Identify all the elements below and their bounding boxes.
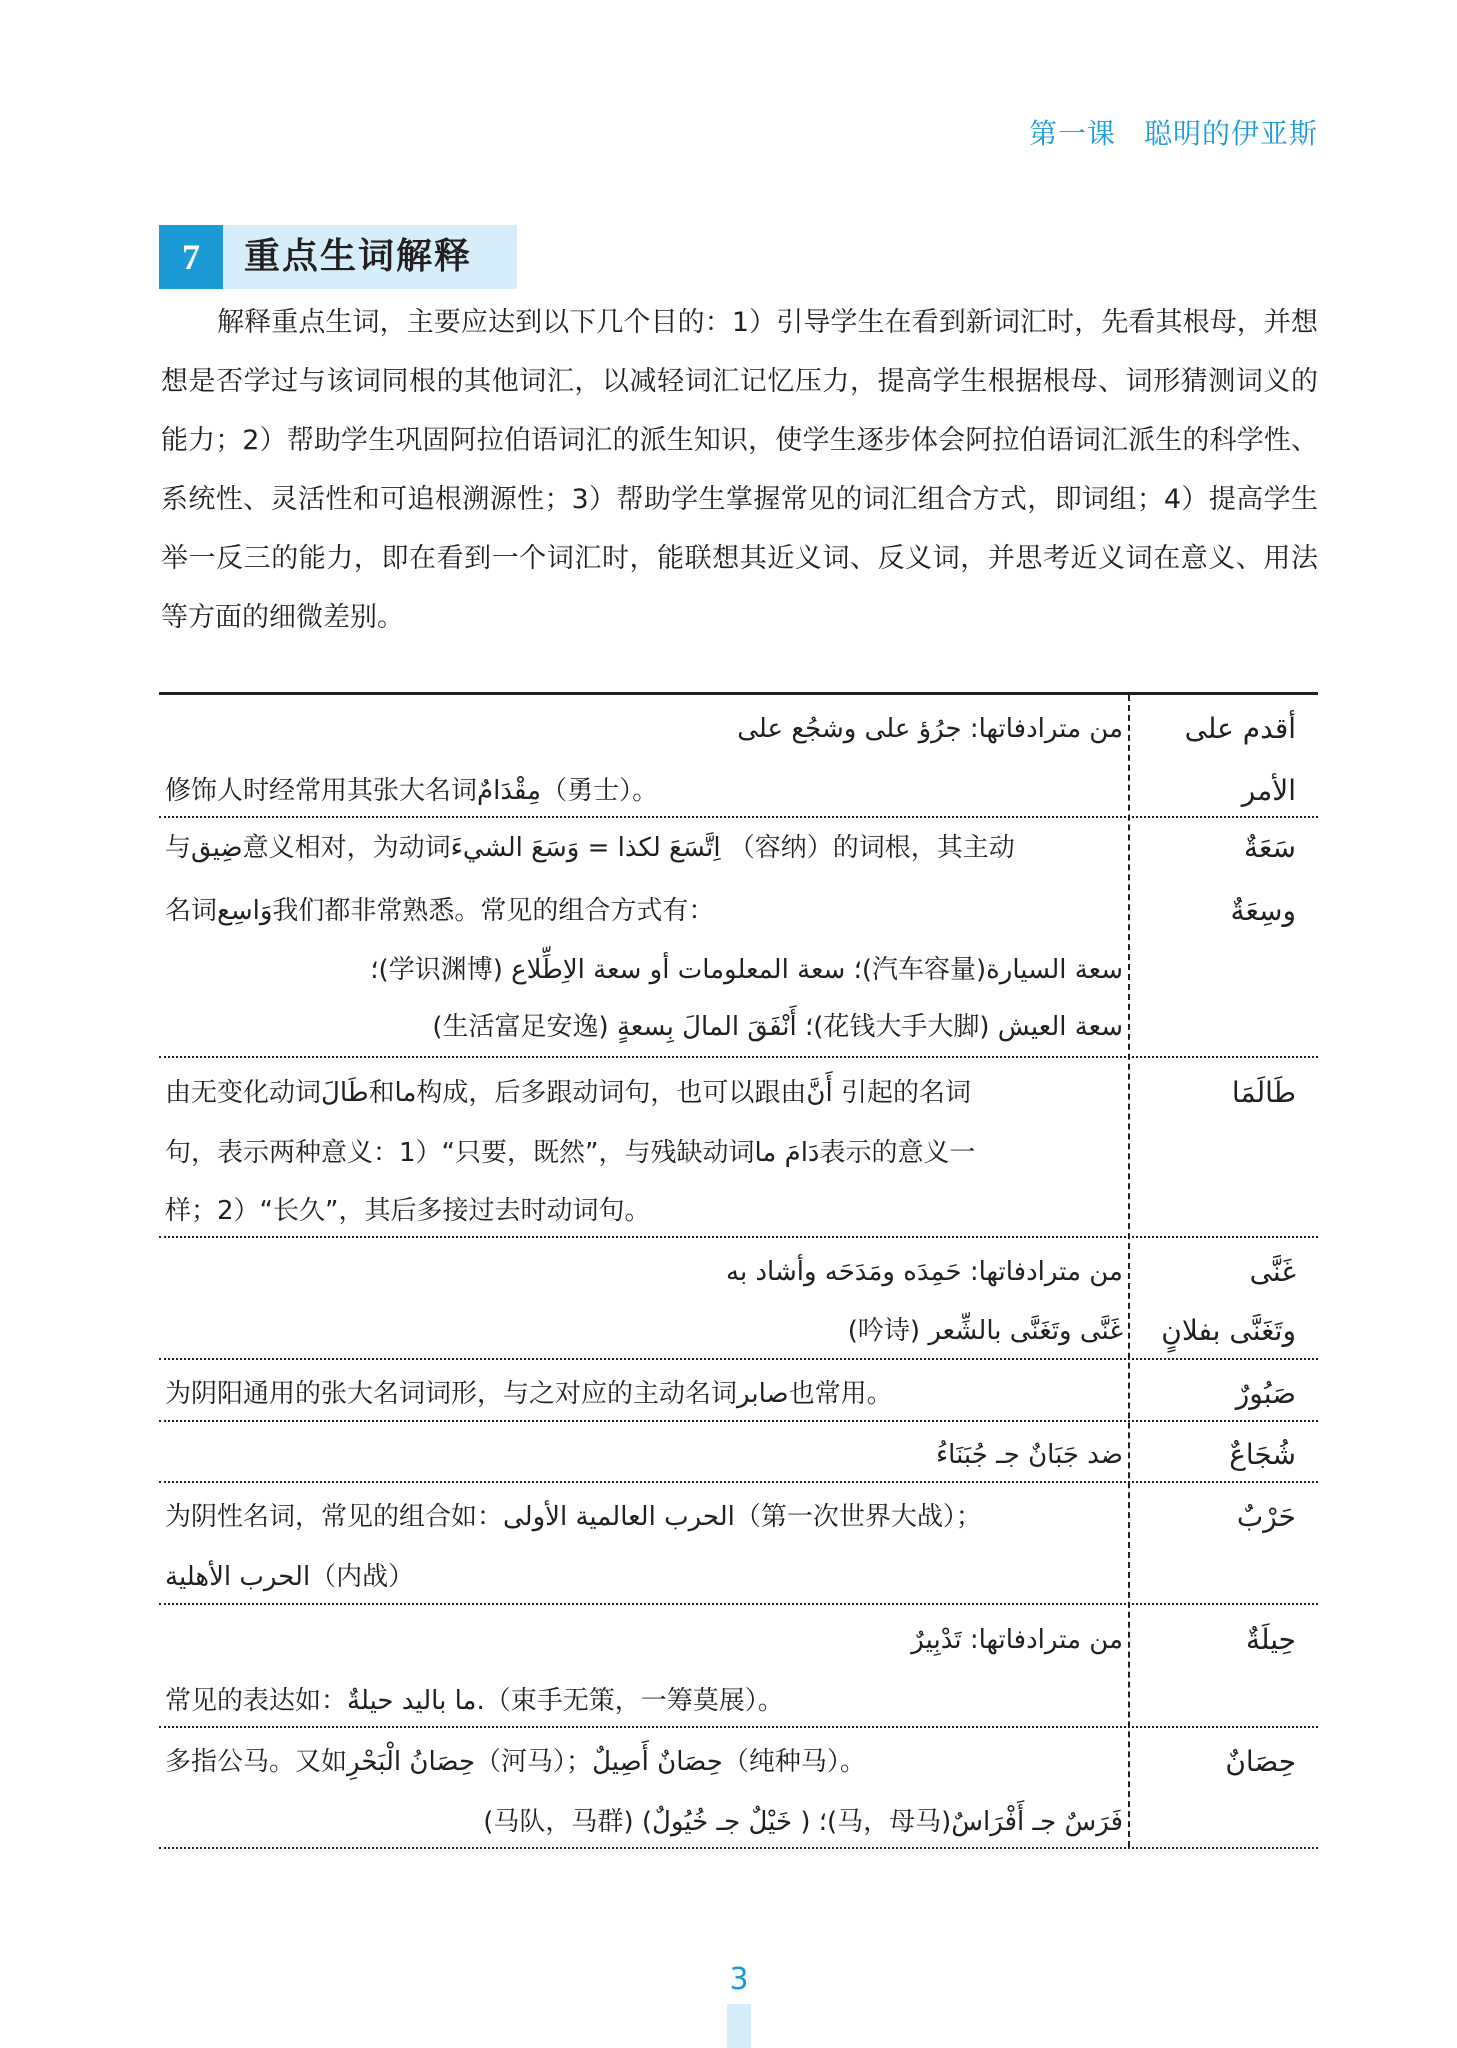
- headword: الأمر: [1241, 774, 1296, 807]
- column-divider: [1128, 695, 1130, 1847]
- explanation-line: غَنَّى وتَغَنَّى بالشِّعر (吟诗): [847, 1316, 1123, 1346]
- row-separator: [159, 1481, 1318, 1483]
- headword: وتَغَنَّى بفلانٍ: [1161, 1314, 1296, 1347]
- page-number: 3: [729, 1962, 749, 1997]
- row-separator: [159, 1603, 1318, 1605]
- row-separator: [159, 1726, 1318, 1728]
- explanation-line: 修饰人时经常用其张大名词مِقْدَامٌ（勇士）。: [165, 776, 659, 806]
- headword: طَالَمَا: [1231, 1076, 1296, 1109]
- headword: صَبُورٌ: [1235, 1377, 1296, 1410]
- explanation-line: 名词وَاسِع我们都非常熟悉。常见的组合方式有：: [165, 896, 715, 926]
- explanation-line: 句，表示两种意义：1）“只要，既然”，与残缺动词دَامَ ما表示的意义一: [165, 1138, 976, 1168]
- explanation-line: ضد جَبَانٌ جـ جُبَنَاءُ: [935, 1440, 1123, 1470]
- explanation-line: من مترادفاتها: تَدْبِيرٌ: [911, 1625, 1123, 1655]
- explanation-line: فَرَسٌ جـ أَفْرَاسٌ(马，母马)؛ ( خَيْلٌ جـ خُيُولٌ) (马队，马群): [483, 1807, 1123, 1837]
- explanation-line: 样；2）“长久”，其后多接过去时动词句。: [165, 1196, 651, 1226]
- row-separator: [159, 1056, 1318, 1058]
- explanation-line: 为阴阳通用的张大名词词形，与之对应的主动名词صابر也常用。: [165, 1379, 893, 1409]
- headword: وسِعَةٌ: [1230, 894, 1296, 927]
- headword: حِصَانٌ: [1225, 1745, 1296, 1778]
- row-separator: [159, 1358, 1318, 1360]
- headword: أقدم على: [1184, 712, 1296, 745]
- running-header: [1029, 112, 1318, 152]
- intro-text: 解释重点生词，主要应达到以下几个目的：1）引导学生在看到新词汇时，先看其根母，并想想是否学过与该词同根的其他词汇，以减轻词汇记忆压力，提高学生根据根母、词形猜测词义的能力；2）帮助学生巩固阿拉伯语词汇的派生知识，使学生逐步体会阿拉伯语词汇派生的科学性、系统性、灵活性和可追根溯源性；3）帮助学生掌握常见的词汇组合方式，即词组；4）提高学生举一反三的能力，即在看到一个词汇时，能联想其近义词、反义词，并思考近义词在意义、用法等方面的细微差别。: [161, 307, 1318, 633]
- row-separator: [159, 1420, 1318, 1422]
- section-number: 7: [159, 225, 223, 289]
- explanation-line: 由无变化动词طَالَ和ما构成，后多跟动词句，也可以跟由أَنَّ 引起的名词: [165, 1078, 972, 1108]
- row-separator: [159, 816, 1318, 818]
- headword: حَرْبٌ: [1236, 1500, 1296, 1533]
- headword: غَنَّى: [1249, 1255, 1296, 1288]
- explanation-line: 与ضِيق意义相对，为动词اِتَّسَعَ لكذا = وَسَعَ الشيءَ （容纳）的词根，其主动: [165, 833, 1015, 863]
- row-separator: [159, 1847, 1318, 1849]
- explanation-line: 多指公马。又如حِصَانُ الْبَحْرِ（河马）；حِصَانٌ أَصِيلٌ（纯种马）。: [165, 1747, 866, 1777]
- page-tab-decoration: [727, 2004, 751, 2048]
- explanation-line: 常见的表达如：ما باليد حيلةٌ.（束手无策，一筹莫展）。: [165, 1686, 784, 1716]
- lesson-label: 第一课: [1028, 117, 1116, 150]
- intro-paragraph: [161, 293, 1318, 647]
- table-top-rule: [159, 692, 1318, 695]
- section-heading: [159, 225, 517, 289]
- explanation-line: الحرب الأهلية（内战）: [165, 1562, 415, 1592]
- lesson-title: 聪明的伊亚斯: [1143, 117, 1318, 150]
- headword: سَعَةٌ: [1244, 831, 1296, 864]
- headword: شُجَاعٌ: [1229, 1438, 1296, 1471]
- row-separator: [159, 1236, 1318, 1238]
- explanation-line: سعة العيش (花钱大手大脚)؛ أَنْفَقَ المالَ بِسعةٍ (生活富足安逸): [432, 1012, 1123, 1042]
- explanation-line: من مترادفاتها: حَمِدَه ومَدَحَه وأشاد به: [726, 1257, 1123, 1287]
- section-title: 重点生词解释: [244, 236, 473, 277]
- explanation-line: من مترادفاتها: جرُؤ على وشجُع على: [737, 714, 1123, 744]
- headword: حِيلَةٌ: [1245, 1623, 1296, 1656]
- explanation-line: 为阴性名词，常见的组合如：الحرب العالمية الأولى（第一次世界大战）；: [165, 1502, 982, 1532]
- explanation-line: سعة السيارة(汽车容量)؛ سعة المعلومات أو سعة الاِطِّلاع (学识渊博)؛: [370, 955, 1123, 985]
